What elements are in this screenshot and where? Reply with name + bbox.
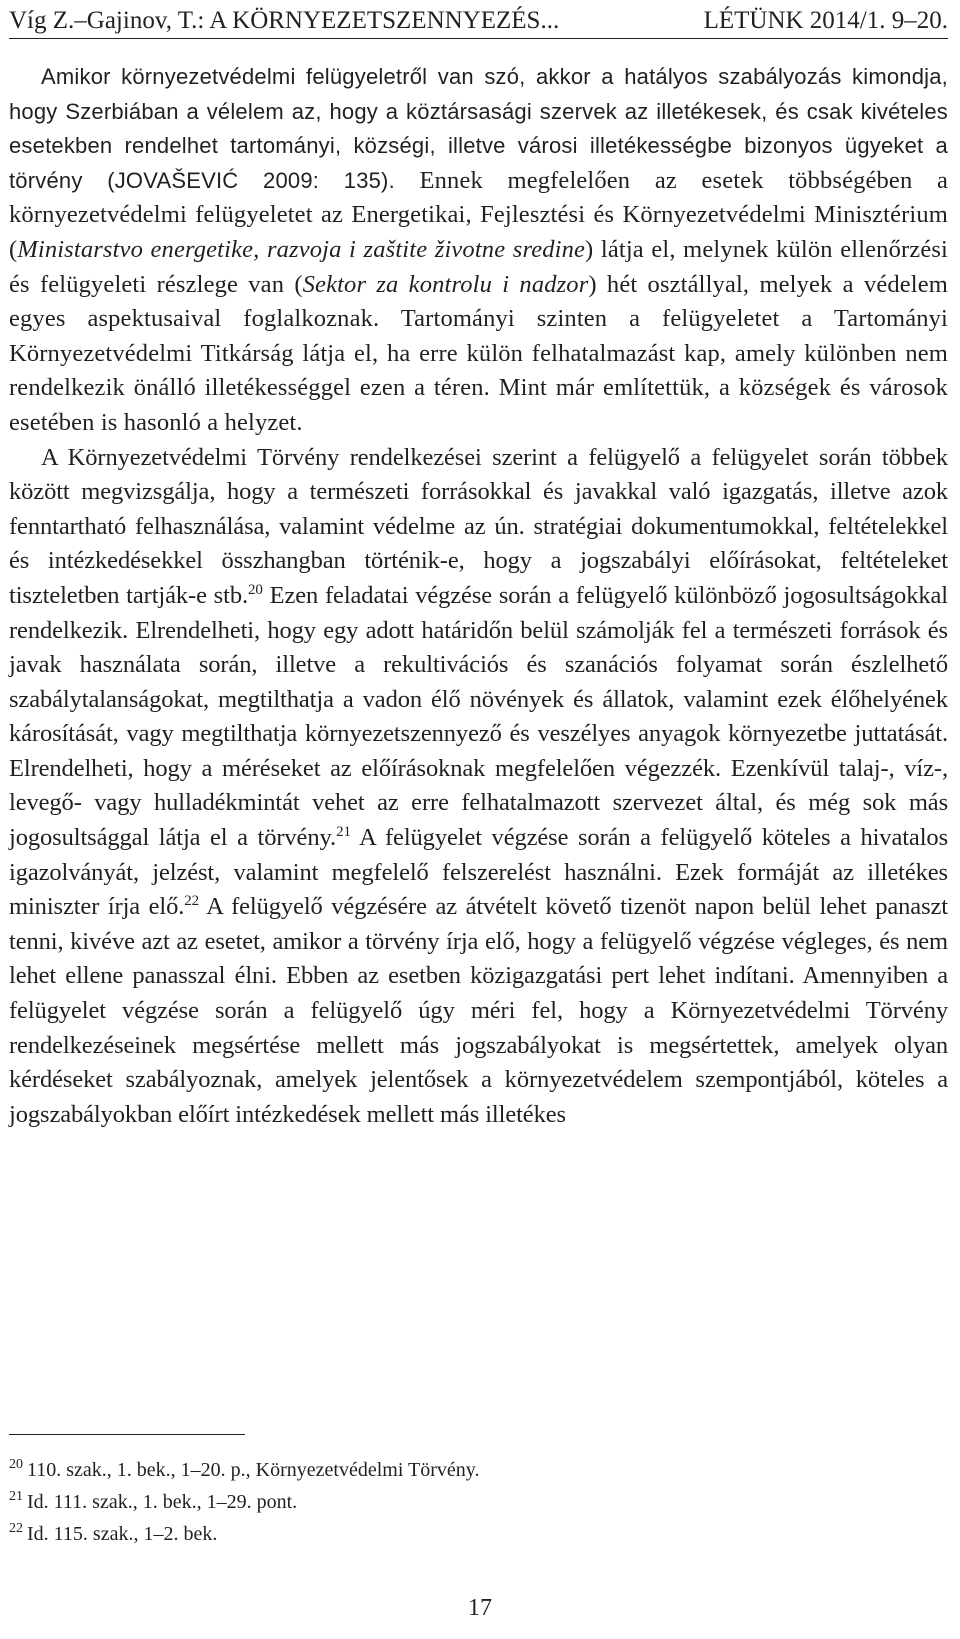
footnote-text: Id. 115. szak., 1–2. bek. [27,1523,218,1545]
footnote-22 [9,1518,929,1550]
paragraph-1-sans-text: Amikor környezetvédelmi felügyeletről van szó, akkor a hatályos szabályozás kimondja, hogy Szerbiában a vélelem az, hogy a köztársasági szervek az illetékesek, és csak kivételes esetekben rendelhet tartományi, községi, illetve városi illetékességbe bizonyos ügyeket a törvény ( [9,64,948,193]
sector-name-italic: Sektor za kontrolu i nadzor [302,270,589,298]
footnote-number: 21 [9,1489,23,1505]
page-number: 17 [468,1595,492,1621]
paragraph-1-text-a: Ennek megfelelően az esetek többségében a környezetvédelmi felügyeletet az Energetikai, Fejlesztési és Környezetvédelmi Minisztérium ( [9,166,948,263]
paragraph-2 [9,441,948,1133]
footnote-ref-22[interactable]: 22 [184,893,200,910]
header-journal-ref: LÉTÜNK 2014/1. 9–20. [703,7,948,34]
main-text [9,60,948,1132]
paragraph-1 [9,60,948,441]
paragraph-1-text-c: ) hét osztállyal, melyek a védelem egyes aspektusaival foglalkoznak. Tartományi szinten a felügyeletet a Tartományi Környezetvédelmi Titkárság látja el, ha erre külön felhatalmazást kap, amely különben nem rendelkezik önálló illetékességgel ezen a téren. Mint már említettük, a községek és városok esetében is hasonló a helyzet. [9,270,948,436]
paragraph-2-text-d: A felügyelő végzésére az átvételt követő tizenöt napon belül lehet panaszt tenni, kivéve azt az esetet, amikor a törvény írja elő, hogy a felügyelő végzése végleges, és nem lehet ellene panasszal élni. Ebben az esetben közigazgatási pert lehet indítani. Amennyiben a felügyelet végzése során a felügyelő úgy méri fel, hogy a Környezetvédelmi Törvény rendelkezéseinek megsértése mellett más jogszabályokat is megsértettek, amelyek olyan kérdéseket szabályoznak, amelyek jelentősek a környezetvédelem szempontjából, köteles a jogszabályokban előírt intézkedések mellett más illetékes [9,893,948,1128]
ministry-name-italic: Ministarstvo energetike, razvoja i zaštite životne sredine [17,235,586,263]
footnote-ref-21[interactable]: 21 [336,823,351,840]
footnote-number: 20 [9,1457,23,1473]
citation-year: 2009: 135). [238,167,395,193]
paragraph-1-text-b: ) látja el, melynek külön ellenőrzési és felügyeleti részlege van ( [9,235,948,298]
paragraph-2-text-c: A felügyelet végzése során a felügyelő köteles a hivatalos igazolványát, jelzést, valamint megfelelő felszerelést használni. Ezek formáját az illetékes miniszter írja elő. [9,824,949,921]
header-title: Víg Z.–Gajinov, T.: A KÖRNYEZETSZENNYEZÉS... [9,7,560,34]
running-header [9,4,948,39]
footnote-ref-20[interactable]: 20 [248,581,263,598]
paragraph-2-text-b: Ezen feladatai végzése során a felügyelő különböző jogosultságokkal rendelkezik. Elrendelheti, hogy egy adott határidőn belül számolják fel a természeti források és javak használata során, illetve a rekultivációs és szanációs folyamat során észlelhető szabálytalanságokat, megtilthatja a vadon élő növények és állatok, valamint ezek élőhelyének károsítását, vagy megtilthatja környezetszennyező és veszélyes anyagok környezetbe juttatását. Elrendelheti, hogy a méréseket az előírásoknak megfelelően végezzék. Ezenkívül talaj-, víz-, levegő- vagy hulladékmintát vehet az erre felhatalmazott szervezet által, és még sok más jogosultsággal látja el a törvény. [9,581,948,852]
footnote-text: Id. 111. szak., 1. bek., 1–29. pont. [27,1491,298,1513]
footnote-21 [9,1486,929,1518]
footnote-divider [9,1434,245,1435]
footnote-text: 110. szak., 1. bek., 1–20. p., Környezetvédelmi Törvény. [27,1459,480,1481]
paragraph-2-text-a: A Környezetvédelmi Törvény rendelkezései szerint a felügyelő a felügyelet során többek között megvizsgálja, hogy a természeti forrásokkal és javakkal való igazgatás, illetve azok fenntartható felhasználása, valamint védelme az ún. stratégiai dokumentumokkal, feltételekkel és intézkedésekkel összhangban történik-e, hogy a jogszabályi előírásokat, feltételeket tiszteletben tartják-e stb. [9,443,948,609]
citation-author: JOVAŠEVIĆ [114,167,239,193]
footnotes [9,1454,929,1550]
footnote-20 [9,1454,929,1486]
footnote-number: 22 [9,1521,23,1537]
